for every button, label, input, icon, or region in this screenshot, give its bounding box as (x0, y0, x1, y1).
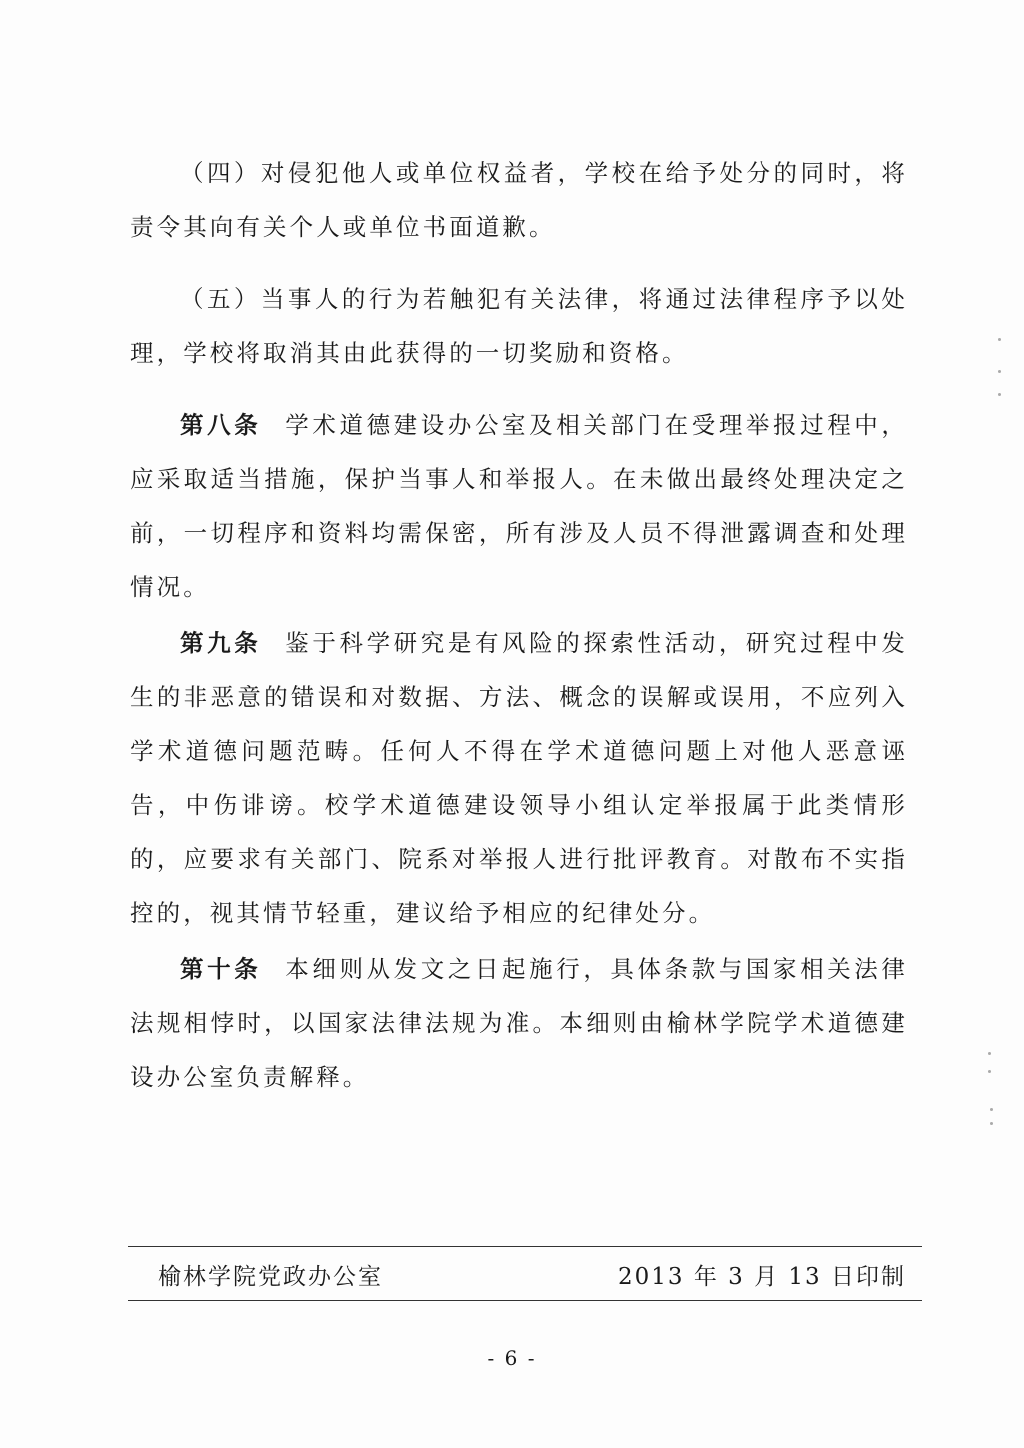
scan-artifact-dot (988, 1052, 991, 1055)
article-label: 第九条 (180, 629, 262, 657)
scan-artifact-dot (990, 1122, 993, 1125)
page-number: - 6 - (487, 1346, 537, 1370)
paragraph-item-4 (130, 146, 908, 254)
article-text: 本细则从发文之日起施行，具体条款与国家相关法律法规相悖时，以国家法律法规为准。本细则由榆林学院学术道德建设办公室负责解释。 (130, 955, 908, 1091)
scan-artifact-dot (990, 1108, 993, 1111)
article-8 (130, 398, 908, 614)
article-10 (130, 942, 908, 1104)
scan-artifact-dot (998, 338, 1001, 341)
footer-issuer: 榆林学院党政办公室 (158, 1264, 383, 1290)
scan-artifact-dot (988, 1070, 991, 1073)
document-body (130, 146, 908, 1106)
footer-divider-top (128, 1246, 922, 1247)
article-text: 学术道德建设办公室及相关部门在受理举报过程中，应采取适当措施，保护当事人和举报人。在未做出最终处理决定之前，一切程序和资料均需保密，所有涉及人员不得泄露调查和处理情况。 (130, 411, 908, 601)
article-label: 第十条 (180, 955, 262, 983)
article-text: 鉴于科学研究是有风险的探索性活动，研究过程中发生的非恶意的错误和对数据、方法、概念的误解或误用，不应列入学术道德问题范畴。任何人不得在学术道德问题上对他人恶意诬告，中伤诽谤。校学术道德建设领导小组认定举报属于此类情形的，应要求有关部门、院系对举报人进行批评教育。对散布不实指控的，视其情节轻重，建议给予相应的纪律处分。 (130, 629, 908, 927)
paragraph-text: （五）当事人的行为若触犯有关法律，将通过法律程序予以处理，学校将取消其由此获得的一切奖励和资格。 (130, 285, 908, 367)
footer-divider-bottom (128, 1300, 922, 1301)
paragraph-text: （四）对侵犯他人或单位权益者，学校在给予处分的同时，将责令其向有关个人或单位书面道歉。 (130, 159, 908, 241)
footer-print-date: 2013 年 3 月 13 日印制 (618, 1264, 906, 1290)
article-9 (130, 616, 908, 940)
article-label: 第八条 (180, 411, 262, 439)
paragraph-item-5 (130, 272, 908, 380)
scan-artifact-dot (998, 393, 1001, 396)
scan-artifact-dot (998, 370, 1001, 373)
